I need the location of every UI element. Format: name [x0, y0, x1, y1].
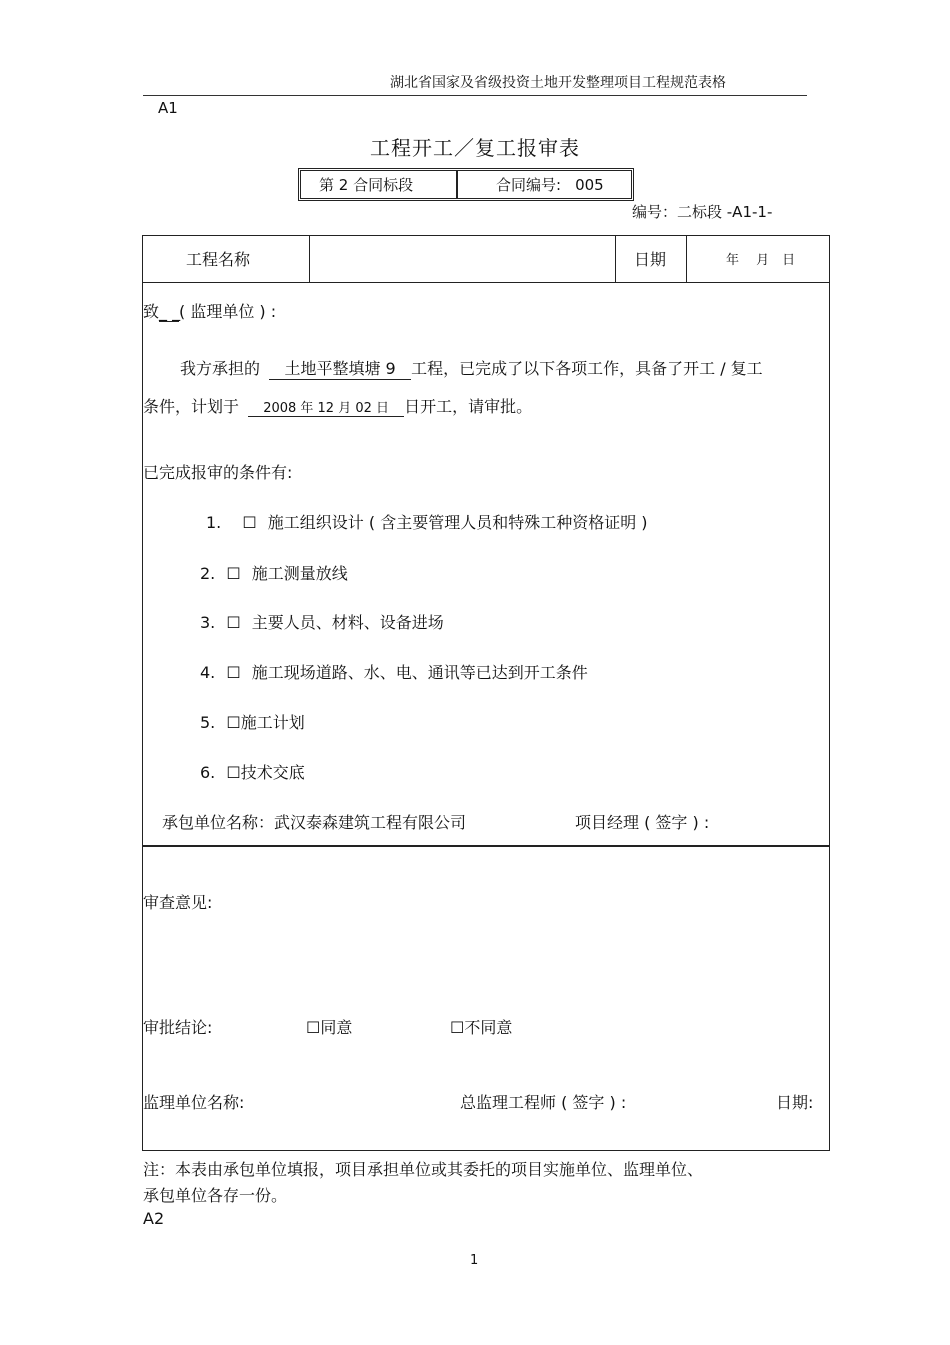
- start-date: 2008 年 12 月 02 日: [248, 397, 404, 417]
- addressee-line: [143, 299, 276, 322]
- checkbox-icon[interactable]: ☐: [226, 663, 241, 682]
- condition-item-1: [206, 510, 648, 533]
- disagree-option[interactable]: [450, 1015, 512, 1038]
- form-code: A1: [158, 99, 178, 117]
- note-line-2: 承包单位各存一份。: [143, 1186, 288, 1205]
- contractor-name: 承包单位名称：武汉泰森建筑工程有限公司: [162, 813, 467, 832]
- condition-number: 2.: [200, 564, 216, 583]
- application-line-1: [180, 356, 763, 380]
- condition-item-3: [200, 610, 444, 633]
- condition-text: 施工现场道路、水、电、通讯等已达到开工条件: [251, 663, 588, 682]
- application-line1-prefix: 我方承担的: [180, 359, 261, 378]
- serial-number: 编号：二标段 -A1-1-: [632, 203, 773, 221]
- supervisor-name-label: 监理单位名称:: [143, 1093, 245, 1112]
- col-divider-2: [615, 235, 616, 282]
- condition-number: 4.: [200, 663, 216, 682]
- contract-box: [300, 170, 632, 199]
- condition-number: 3.: [200, 613, 216, 632]
- condition-item-4: [200, 660, 588, 683]
- checkbox-icon[interactable]: ☐: [242, 513, 257, 532]
- condition-text: 技术交底: [240, 763, 305, 782]
- application-line-2: [143, 394, 532, 417]
- application-line2-prefix: 条件，计划于: [143, 397, 240, 416]
- contract-section: 第 2 合同标段: [301, 171, 458, 198]
- review-date-label: 日期:: [776, 1093, 814, 1112]
- project-name-label: 工程名称: [186, 250, 251, 269]
- date-label: 日期: [634, 250, 667, 269]
- condition-item-5: [200, 710, 305, 733]
- project-name-inline: 土地平整填塘 9: [269, 356, 411, 380]
- page-title: 工程开工／复工报审表: [370, 136, 580, 160]
- condition-text: 施工计划: [240, 713, 305, 732]
- addressee-prefix: 致: [143, 302, 160, 321]
- project-manager-signature-label: 项目经理 ( 签字 ) :: [575, 813, 710, 832]
- review-opinion-label: 审查意见:: [143, 893, 213, 912]
- condition-number: 6.: [200, 763, 216, 782]
- approval-conclusion-label: 审批结论:: [143, 1018, 213, 1037]
- contract-number-cell: [458, 171, 631, 198]
- conditions-label: 已完成报审的条件有:: [143, 463, 293, 482]
- agree-option[interactable]: [306, 1015, 352, 1038]
- date-field[interactable]: 年 月 日: [726, 253, 796, 268]
- condition-text: 施工测量放线: [251, 564, 348, 583]
- header-rule: [143, 95, 807, 96]
- page-number: 1: [470, 1253, 479, 1268]
- col-divider-3: [686, 235, 687, 282]
- application-line1-suffix: 工程，已完成了以下各项工作，具备了开工 / 复工: [411, 359, 763, 378]
- document-header: 湖北省国家及省级投资土地开发整理项目工程规范表格: [390, 75, 726, 91]
- contract-number-label: 合同编号:: [496, 176, 562, 194]
- checkbox-icon[interactable]: ☐: [226, 763, 241, 782]
- application-line2-suffix: 日开工，请审批。: [404, 397, 533, 416]
- contract-number: 005: [575, 175, 604, 194]
- section-divider: [142, 845, 830, 847]
- note-line-1: 注：本表由承包单位填报，项目承担单位或其委托的项目实施单位、监理单位、: [143, 1160, 704, 1179]
- next-form-code: A2: [143, 1209, 165, 1228]
- chief-engineer-signature-label: 总监理工程师 ( 签字 ) :: [460, 1093, 627, 1112]
- checkbox-icon[interactable]: ☐: [226, 564, 241, 583]
- col-divider-1: [309, 235, 310, 282]
- condition-text: 施工组织设计 ( 含主要管理人员和特殊工种资格证明 ): [267, 513, 648, 532]
- checkbox-icon[interactable]: ☐: [226, 713, 241, 732]
- condition-text: 主要人员、材料、设备进场: [251, 613, 444, 632]
- condition-item-6: [200, 760, 305, 783]
- agree-label: 同意: [320, 1018, 353, 1037]
- checkbox-icon[interactable]: ☐: [450, 1018, 465, 1037]
- checkbox-icon[interactable]: ☐: [226, 613, 241, 632]
- disagree-label: 不同意: [464, 1018, 513, 1037]
- condition-number: 1.: [206, 513, 222, 532]
- addressee-blank: _ _: [159, 302, 181, 321]
- addressee-suffix: ( 监理单位 ) :: [179, 302, 277, 321]
- condition-number: 5.: [200, 713, 216, 732]
- condition-item-2: [200, 561, 348, 584]
- row-divider-1: [142, 282, 830, 283]
- checkbox-icon[interactable]: ☐: [306, 1018, 321, 1037]
